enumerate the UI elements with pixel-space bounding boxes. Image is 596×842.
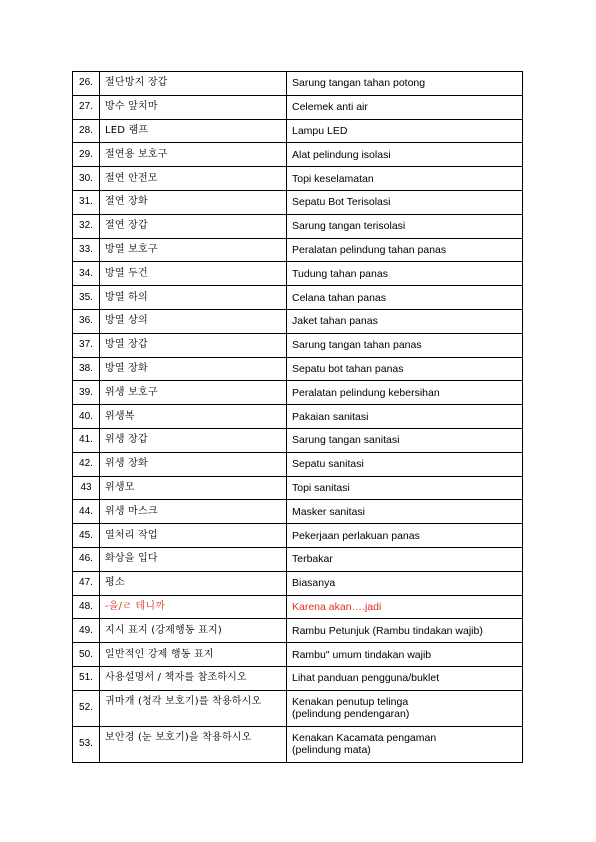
indonesian-translation: Masker sanitasi <box>287 500 523 524</box>
korean-term: 절연용 보호구 <box>100 143 287 167</box>
korean-term: 방수 앞치마 <box>100 95 287 119</box>
table-row <box>73 381 523 405</box>
korean-term: 보안경 (눈 보호기)을 착용하시오 <box>100 726 287 762</box>
korean-term: 귀마개 (청각 보호기)를 착용하시오 <box>100 690 287 726</box>
korean-term: 절연 안전모 <box>100 167 287 191</box>
row-number: 40. <box>73 405 100 429</box>
row-number: 45. <box>73 524 100 548</box>
row-number: 42. <box>73 452 100 476</box>
row-number: 50. <box>73 643 100 667</box>
table-row <box>73 571 523 595</box>
row-number: 36. <box>73 309 100 333</box>
korean-term: 지시 표지 (강제행동 표지) <box>100 619 287 643</box>
korean-term: 사용설명서 / 책자를 참조하시오 <box>100 666 287 690</box>
vocabulary-table <box>72 71 523 763</box>
table-row <box>73 286 523 310</box>
indonesian-translation: Rambu Petunjuk (Rambu tindakan wajib) <box>287 619 523 643</box>
table-row <box>73 405 523 429</box>
row-number: 30. <box>73 167 100 191</box>
indonesian-translation: Sarung tangan terisolasi <box>287 214 523 238</box>
row-number: 26. <box>73 72 100 96</box>
indonesian-translation: Sarung tangan tahan potong <box>287 72 523 96</box>
korean-term: 위생복 <box>100 405 287 429</box>
korean-term: 방열 두건 <box>100 262 287 286</box>
table-row <box>73 190 523 214</box>
table-row <box>73 726 523 762</box>
indonesian-translation: Celemek anti air <box>287 95 523 119</box>
table-row <box>73 476 523 500</box>
table-row <box>73 262 523 286</box>
indonesian-translation: Pakaian sanitasi <box>287 405 523 429</box>
indonesian-translation: Peralatan pelindung kebersihan <box>287 381 523 405</box>
table-row <box>73 452 523 476</box>
table-row <box>73 214 523 238</box>
indonesian-translation: Kenakan Kacamata pengaman (pelindung mata) <box>287 726 523 762</box>
table-row <box>73 524 523 548</box>
table-row <box>73 619 523 643</box>
korean-term: 위생 장갑 <box>100 428 287 452</box>
table-row <box>73 547 523 571</box>
korean-term: 위생 마스크 <box>100 500 287 524</box>
table-row <box>73 428 523 452</box>
indonesian-translation: Jaket tahan panas <box>287 309 523 333</box>
row-number: 28. <box>73 119 100 143</box>
row-number: 37. <box>73 333 100 357</box>
table-row <box>73 595 523 619</box>
korean-term: 위생 보호구 <box>100 381 287 405</box>
row-number: 44. <box>73 500 100 524</box>
korean-term: 평소 <box>100 571 287 595</box>
row-number: 49. <box>73 619 100 643</box>
indonesian-translation: Karena akan….jadi <box>287 595 523 619</box>
table-row <box>73 357 523 381</box>
indonesian-translation: Terbakar <box>287 547 523 571</box>
indonesian-translation: Peralatan pelindung tahan panas <box>287 238 523 262</box>
korean-term: 위생 장화 <box>100 452 287 476</box>
row-number: 33. <box>73 238 100 262</box>
row-number: 47. <box>73 571 100 595</box>
row-number: 34. <box>73 262 100 286</box>
row-number: 48. <box>73 595 100 619</box>
table-row <box>73 72 523 96</box>
row-number: 27. <box>73 95 100 119</box>
indonesian-translation: Tudung tahan panas <box>287 262 523 286</box>
table-row <box>73 500 523 524</box>
row-number: 29. <box>73 143 100 167</box>
indonesian-translation: Rambu" umum tindakan wajib <box>287 643 523 667</box>
korean-term: 화상을 입다 <box>100 547 287 571</box>
table-row <box>73 309 523 333</box>
indonesian-translation: Sepatu Bot Terisolasi <box>287 190 523 214</box>
korean-term: -을/ㄹ 테니까 <box>100 595 287 619</box>
korean-term: 절연 장갑 <box>100 214 287 238</box>
indonesian-translation: Topi sanitasi <box>287 476 523 500</box>
row-number: 52. <box>73 690 100 726</box>
row-number: 35. <box>73 286 100 310</box>
indonesian-translation: Celana tahan panas <box>287 286 523 310</box>
table-row <box>73 666 523 690</box>
indonesian-translation: Kenakan penutup telinga (pelindung pendengaran) <box>287 690 523 726</box>
indonesian-translation: Lihat panduan pengguna/buklet <box>287 666 523 690</box>
korean-term: 방열 상의 <box>100 309 287 333</box>
indonesian-translation: Alat pelindung isolasi <box>287 143 523 167</box>
indonesian-translation: Topi keselamatan <box>287 167 523 191</box>
row-number: 43 <box>73 476 100 500</box>
korean-term: 절단방지 장갑 <box>100 72 287 96</box>
korean-term: 일반적인 강제 행동 표지 <box>100 643 287 667</box>
row-number: 39. <box>73 381 100 405</box>
table-row <box>73 238 523 262</box>
indonesian-translation: Sepatu sanitasi <box>287 452 523 476</box>
korean-term: LED 램프 <box>100 119 287 143</box>
indonesian-translation: Pekerjaan perlakuan panas <box>287 524 523 548</box>
table-row <box>73 119 523 143</box>
korean-term: 방열 보호구 <box>100 238 287 262</box>
indonesian-translation: Lampu LED <box>287 119 523 143</box>
table-row <box>73 167 523 191</box>
korean-term: 위생모 <box>100 476 287 500</box>
row-number: 41. <box>73 428 100 452</box>
korean-term: 방열 장화 <box>100 357 287 381</box>
row-number: 51. <box>73 666 100 690</box>
indonesian-translation: Sarung tangan sanitasi <box>287 428 523 452</box>
table-row <box>73 143 523 167</box>
table-row <box>73 643 523 667</box>
korean-term: 방열 하의 <box>100 286 287 310</box>
indonesian-translation: Sarung tangan tahan panas <box>287 333 523 357</box>
vocabulary-table-body <box>73 72 523 763</box>
korean-term: 열처리 작업 <box>100 524 287 548</box>
table-row <box>73 333 523 357</box>
row-number: 32. <box>73 214 100 238</box>
indonesian-translation: Sepatu bot tahan panas <box>287 357 523 381</box>
korean-term: 절연 장화 <box>100 190 287 214</box>
indonesian-translation: Biasanya <box>287 571 523 595</box>
korean-term: 방열 장갑 <box>100 333 287 357</box>
table-row <box>73 690 523 726</box>
row-number: 38. <box>73 357 100 381</box>
row-number: 31. <box>73 190 100 214</box>
table-row <box>73 95 523 119</box>
row-number: 53. <box>73 726 100 762</box>
row-number: 46. <box>73 547 100 571</box>
